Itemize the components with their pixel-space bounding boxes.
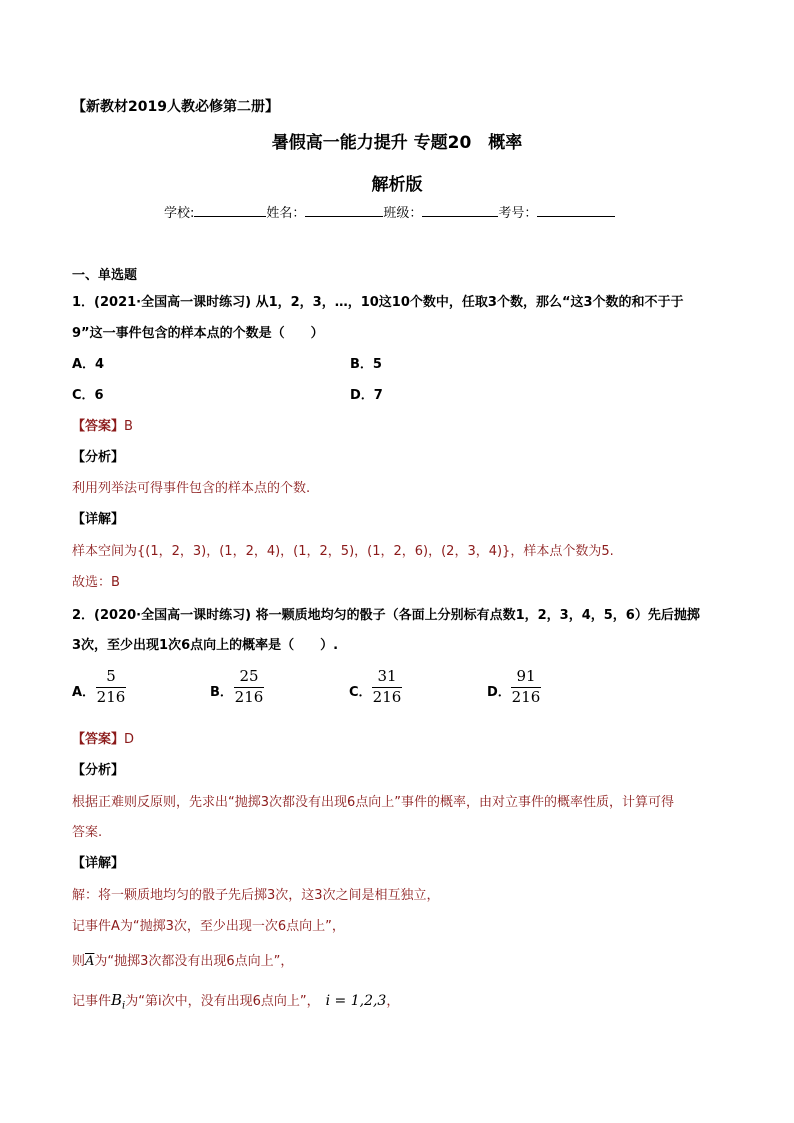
class-blank[interactable]: [422, 202, 498, 217]
q1-option-b: B．5: [350, 357, 382, 372]
q1-answer-value: B: [124, 419, 133, 434]
q2-option-c-label: C．: [349, 685, 372, 700]
class-label: 班级：: [383, 206, 423, 221]
q2-option-b-numerator: 25: [239, 667, 259, 685]
q2-detail-label: 【详解】: [72, 856, 125, 871]
page-subtitle: 解析版: [371, 175, 423, 195]
q2-analysis-label: 【分析】: [72, 763, 125, 778]
i-range-math: i = 1,2,3: [325, 993, 387, 1009]
q1-analysis-text: 利用列举法可得事件包含的样本点的个数.: [72, 481, 311, 496]
q1-analysis-label: 【分析】: [72, 450, 125, 465]
q2-option-d-fraction: [511, 668, 541, 706]
q2-stem-line1: 2．(2020·全国高一课时练习) 将一颗质地均匀的骰子（各面上分别标有点数1，2，3，4，5，6）先后抛掷: [72, 608, 700, 623]
q2-option-c-numerator: 31: [377, 667, 397, 685]
q2-detail-line3: [72, 950, 293, 969]
q2-answer-label: 【答案】: [72, 732, 125, 747]
q1-stem-line1: 1．(2021·全国高一课时练习) 从1，2，3，…，10这10个数中，任取3个数，那么“这3个数的和不于于: [72, 295, 684, 310]
section-title: 一、单选题: [72, 268, 138, 283]
q1-detail-label: 【详解】: [72, 512, 125, 527]
q1-option-a: A．4: [72, 357, 105, 372]
name-blank[interactable]: [305, 202, 383, 217]
q1-detail-line1: 样本空间为{(1，2，3)，(1，2，4)，(1，2，5)，(1，2，6)，(2，3，4)}，样本点个数为5.: [72, 544, 614, 559]
name-label: 姓名：: [266, 206, 306, 221]
q1-stem-line2: 9”这一事件包含的样本点的个数是（ ）: [72, 326, 324, 341]
edition-tag: 【新教材2019人教必修第二册】: [72, 99, 279, 115]
q2-option-a-denominator: 216: [96, 688, 126, 706]
q2-analysis-line2: 答案.: [72, 825, 103, 840]
q2-detail-line4-pre: 记事件: [72, 994, 112, 1009]
q2-option-d-numerator: 91: [516, 667, 536, 685]
q2-answer-value: D: [124, 732, 135, 747]
q2-option-c-denominator: 216: [372, 688, 402, 706]
q2-option-d-denominator: 216: [511, 688, 541, 706]
exam-no-blank[interactable]: [537, 202, 615, 217]
student-info-line: [164, 202, 615, 221]
q1-option-d: D．7: [350, 388, 383, 403]
b-i-symbol: B: [111, 991, 123, 1009]
q2-analysis-line1: 根据正难则反原则，先求出“抛掷3次都没有出现6点向上”事件的概率，由对立事件的概率性质，计算可得: [72, 795, 675, 810]
page-title: 暑假高一能力提升 专题20 概率: [271, 133, 523, 153]
b-i-subscript: i: [122, 1000, 126, 1012]
q2-option-a-numerator: 5: [106, 667, 116, 685]
q2-option-b-fraction: [234, 668, 264, 706]
q2-detail-line1: 解：将一颗质地均匀的骰子先后掷3次，这3次之间是相互独立，: [72, 888, 440, 903]
q2-option-a-label: A．: [72, 685, 96, 700]
q2-detail-line3-post: 为“抛掷3次都没有出现6点向上”，: [94, 954, 294, 969]
q1-detail-line2: 故选：B: [72, 575, 120, 590]
q2-answer: [72, 728, 134, 747]
q2-option-b-label: B．: [210, 685, 233, 700]
exam-no-label: 考号：: [498, 206, 538, 221]
q2-stem-line2: 3次，至少出现1次6点向上的概率是（ ）.: [72, 638, 339, 653]
q2-detail-line2: 记事件A为“抛掷3次，至少出现一次6点向上”，: [72, 919, 345, 934]
q2-option-b-denominator: 216: [234, 688, 264, 706]
school-blank[interactable]: [194, 202, 266, 217]
q1-option-c: C．6: [72, 388, 104, 403]
q2-detail-line4: [72, 990, 399, 1012]
q2-detail-line4-mid: 为“第i次中，没有出现6点向上”，: [125, 994, 320, 1009]
school-label: 学校:: [164, 206, 195, 221]
q1-answer: [72, 415, 133, 434]
q2-option-d-label: D．: [487, 685, 511, 700]
q2-option-a-fraction: [96, 668, 126, 706]
q2-detail-line4-end: ，: [386, 994, 400, 1009]
q2-detail-line3-pre: 则: [72, 954, 86, 969]
q1-answer-label: 【答案】: [72, 419, 125, 434]
a-complement-symbol: $\overline{A}$: [85, 954, 95, 969]
q2-option-c-fraction: [372, 668, 402, 706]
